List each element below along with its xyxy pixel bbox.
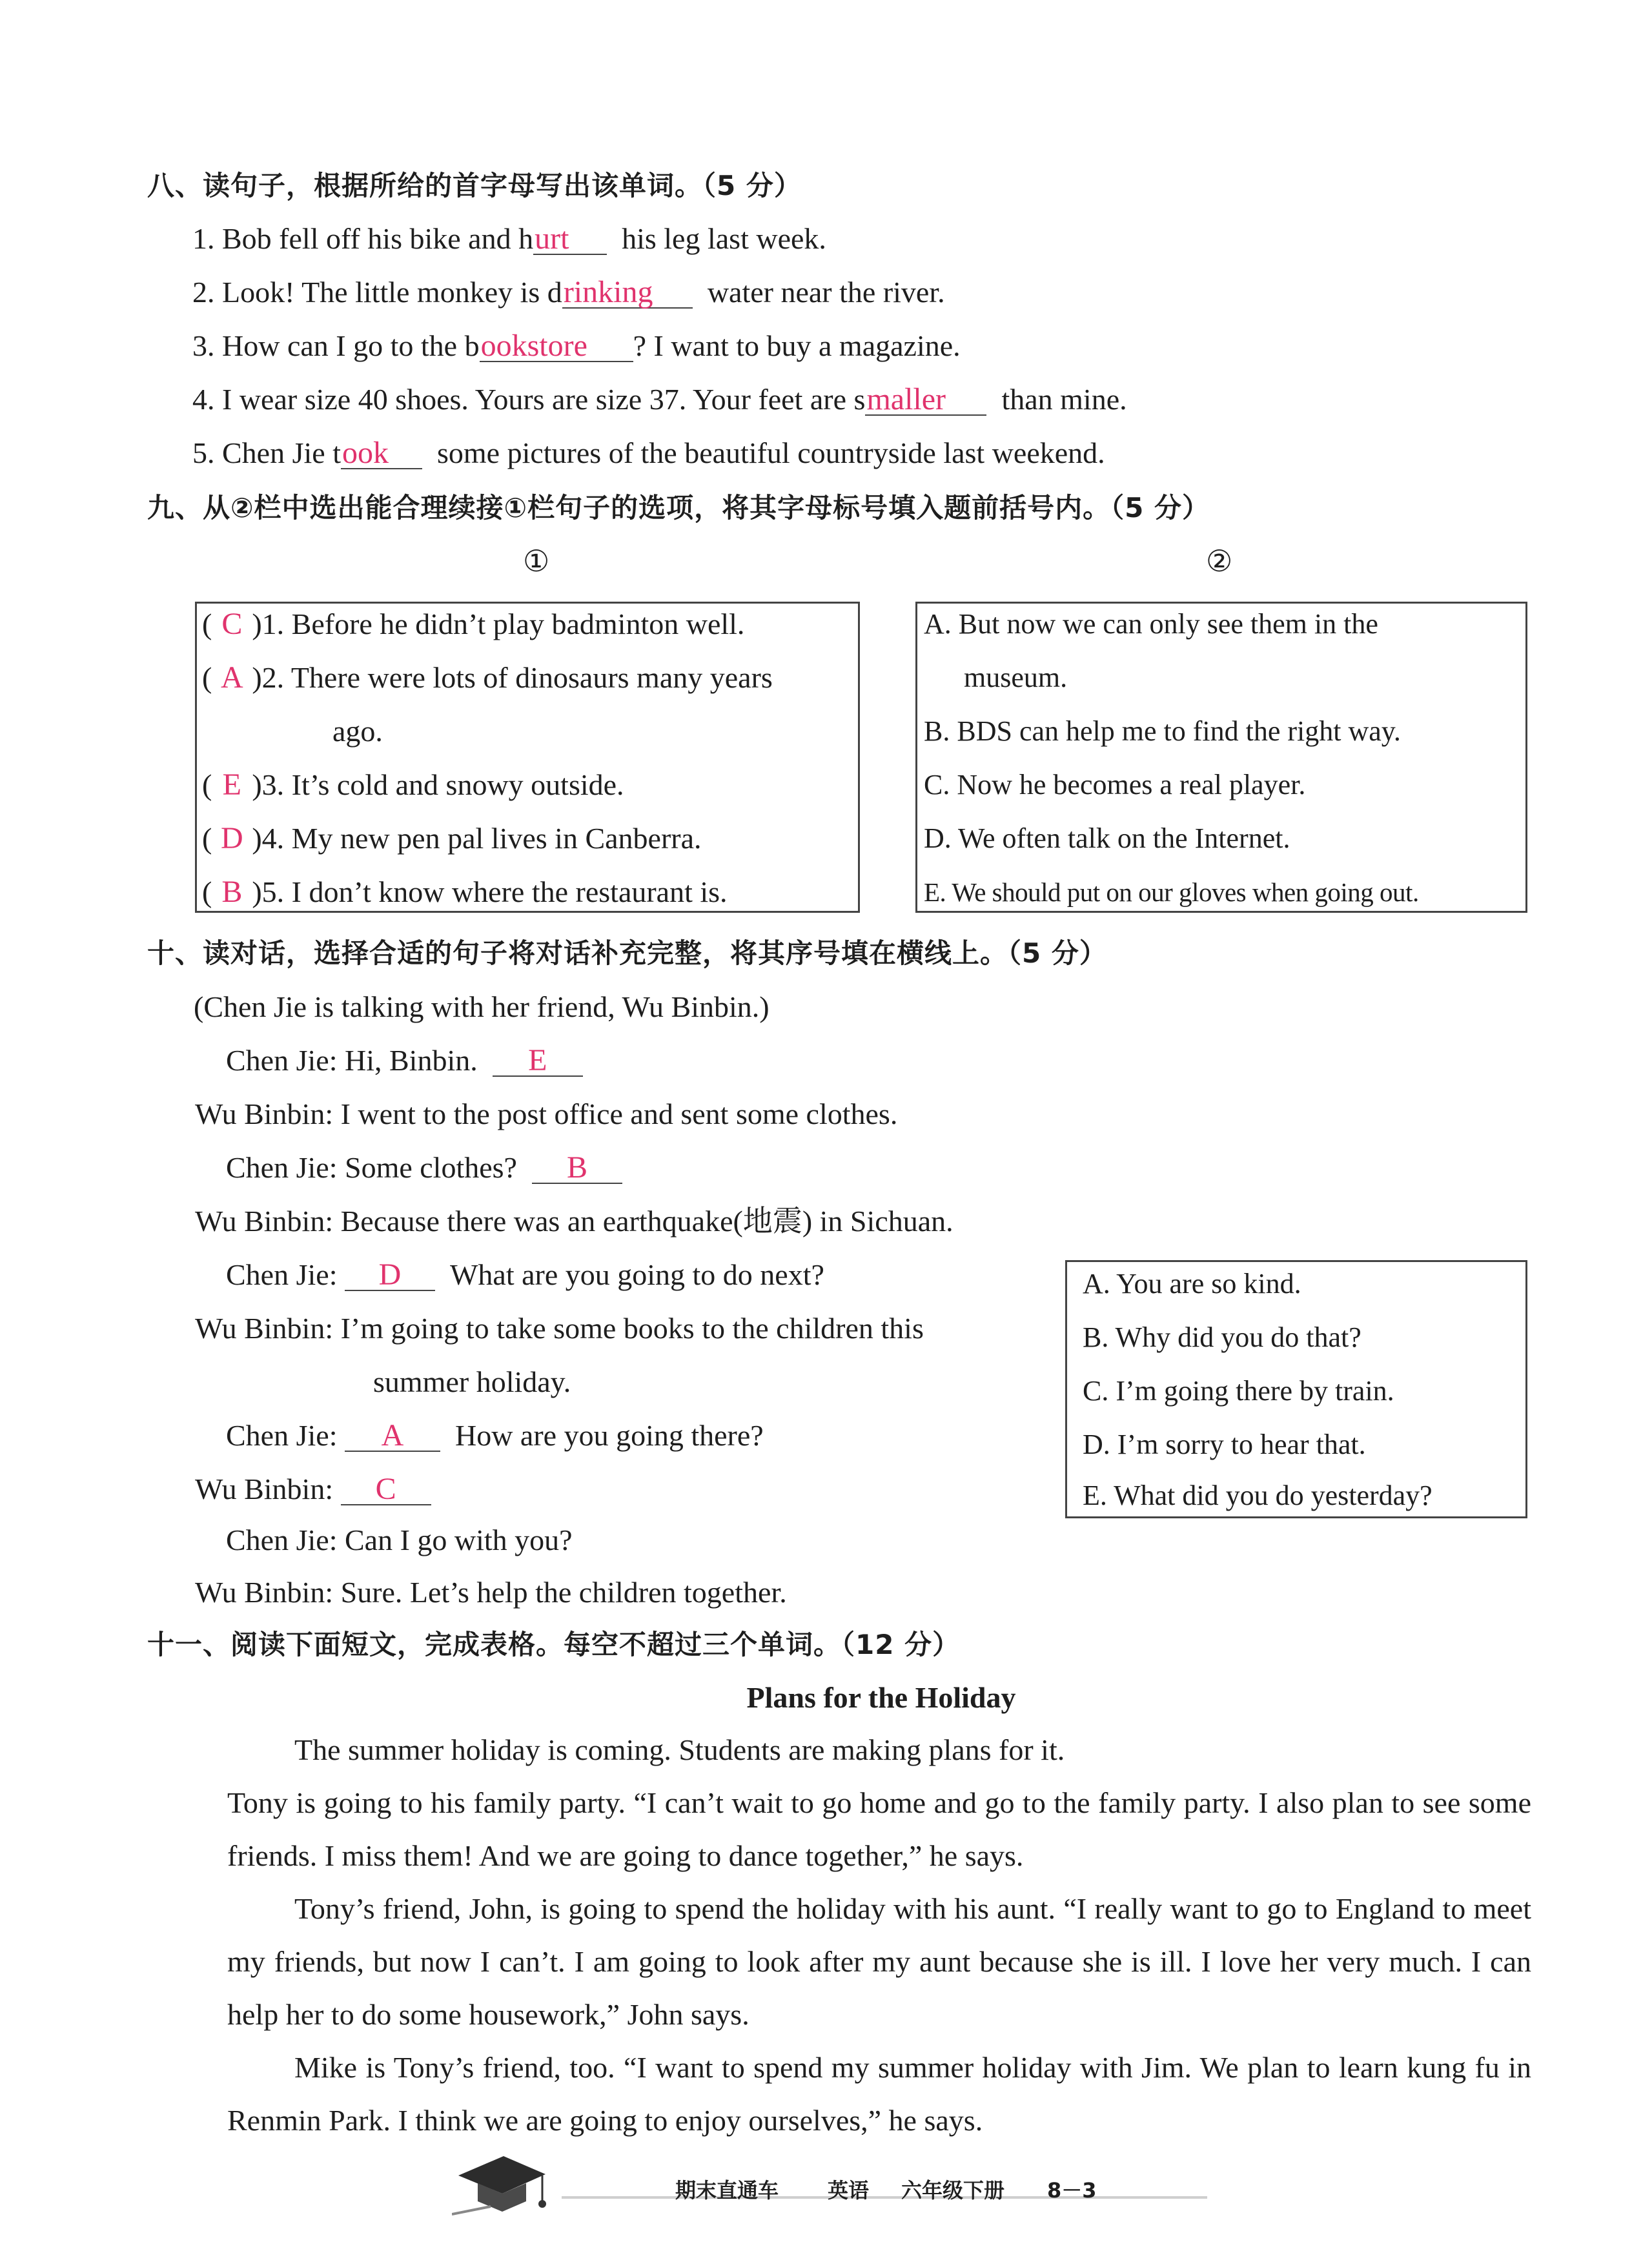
s8-item-1: 1. Bob fell off his bike and hurt his leg last week. [192,221,826,256]
dialogue-options-box [1065,1260,1527,1518]
matching-column-2 [915,602,1527,913]
s9-item-4: ( D )4. My new pen pal lives in Canberra. [202,819,702,858]
s10-option-e: E. What did you do yesterday? [1083,1480,1433,1511]
column-1-label: ① [523,545,550,578]
dialogue-line-2: Wu Binbin: I went to the post office and sent some clothes. [195,1097,898,1130]
s9-answer-2[interactable]: A [220,660,243,695]
s9-item-2-cont: ago. [332,715,383,748]
passage-title: Plans for the Holiday [746,1681,1016,1714]
s8-answer-2[interactable]: rinking [562,278,693,309]
column-2-label: ② [1206,545,1233,578]
s9-option-a: A. But now we can only see them in the [924,608,1378,640]
dialogue-intro: (Chen Jie is talking with her friend, Wu Binbin.) [194,990,770,1023]
s10-option-c: C. I’m going there by train. [1083,1375,1394,1407]
footer-page-number: 8－3 [1047,2178,1097,2203]
s8-answer-4[interactable]: maller [865,385,986,416]
s10-answer-1[interactable]: E [493,1046,583,1077]
s9-option-d: D. We often talk on the Internet. [924,822,1290,854]
graduation-cap-icon [452,2150,549,2221]
s9-option-e: E. We should put on our gloves when going out. [924,877,1419,907]
s9-answer-1[interactable]: C [221,607,243,641]
passage-paragraph-3: Tony’s friend, John, is going to spend the holiday with his aunt. “I really want to go to England to meet my friends, but now I can’t. I am going to look after my aunt because she is ill. I love her very much. I can help her to do some housework,” John says. [227,1892,1531,2031]
s8-item-4: 4. I wear size 40 shoes. Yours are size 37. Your feet are smaller than mine. [192,382,1127,416]
dialogue-line-5: Chen Jie: D What are you going to do next? [226,1258,824,1292]
s8-item-2: 2. Look! The little monkey is drinking water near the river. [192,275,945,309]
dialogue-line-10: Chen Jie: Can I go with you? [226,1523,573,1556]
dialogue-line-9: Wu Binbin: C [195,1470,431,1509]
dialogue-line-8: Chen Jie: A How are you going there? [226,1418,764,1452]
s9-item-2: ( A )2. There were lots of dinosaurs many years [202,658,773,697]
s8-item-3: 3. How can I go to the bookstore ? I want to buy a magazine. [192,329,961,363]
passage-paragraph-2: Tony is going to his family party. “I can’t wait to go home and go to the family party. I also plan to see some friends. I miss them! And we are going to dance together,” he says. [227,1786,1531,1872]
s10-option-a: A. You are so kind. [1083,1268,1301,1299]
s8-answer-1[interactable]: urt [533,224,607,255]
s9-item-5: ( B )5. I don’t know where the restaurant is. [202,873,728,912]
dialogue-line-6: Wu Binbin: I’m going to take some books to the children this [195,1312,924,1345]
s8-answer-5[interactable]: ook [341,438,422,469]
footer-subject: 英语 [828,2178,870,2203]
dialogue-line-4: Wu Binbin: Because there was an earthquake(地震) in Sichuan. [195,1205,953,1238]
dialogue-line-7: summer holiday. [373,1365,571,1398]
s9-item-3: ( E )3. It’s cold and snowy outside. [202,766,624,804]
section11-heading: 十一、阅读下面短文，完成表格。每空不超过三个单词。（12 分） [147,1629,961,1660]
footer-divider [562,2196,1207,2199]
section9-heading: 九、从②栏中选出能合理续接①栏句子的选项，将其字母标号填入题前括号内。（5 分） [147,492,1210,524]
s9-answer-3[interactable]: E [222,768,241,802]
s8-answer-3[interactable]: ookstore [480,331,633,362]
s9-answer-5[interactable]: B [221,875,243,909]
s10-answer-2[interactable]: B [532,1153,622,1184]
s9-option-c: C. Now he becomes a real player. [924,769,1306,800]
footer-book-title: 期末直通车 [675,2178,779,2203]
passage-paragraph-4: Mike is Tony’s friend, too. “I want to spend my summer holiday with Jim. We plan to learn kung fu in Renmin Park. I think we are going to enjoy ourselves,” he says. [227,2051,1531,2137]
dialogue-line-11: Wu Binbin: Sure. Let’s help the children together. [195,1576,787,1609]
dialogue-line-3: Chen Jie: Some clothes? B [226,1148,622,1187]
s9-option-a-cont: museum. [964,662,1068,693]
s10-option-b: B. Why did you do that? [1083,1321,1361,1353]
section10-heading: 十、读对话，选择合适的句子将对话补充完整，将其序号填在横线上。（5 分） [147,937,1107,969]
s8-item-5: 5. Chen Jie took some pictures of the beautiful countryside last weekend. [192,436,1105,470]
s9-item-1: ( C )1. Before he didn’t play badminton well. [202,605,744,644]
s10-answer-3[interactable]: D [345,1260,435,1291]
matching-column-1 [195,602,860,913]
s10-option-d: D. I’m sorry to hear that. [1083,1429,1366,1460]
dialogue-line-1: Chen Jie: Hi, Binbin. E [226,1041,583,1080]
footer-grade: 六年级下册 [901,2178,1005,2203]
s9-answer-4[interactable]: D [220,821,243,855]
section8-heading: 八、读句子，根据所给的首字母写出该单词。（5 分） [147,170,802,201]
s9-option-b: B. BDS can help me to find the right way. [924,715,1401,747]
s10-answer-4[interactable]: A [345,1421,440,1452]
s10-answer-5[interactable]: C [341,1474,431,1505]
passage-paragraph-1: The summer holiday is coming. Students are making plans for it. [294,1733,1065,1766]
